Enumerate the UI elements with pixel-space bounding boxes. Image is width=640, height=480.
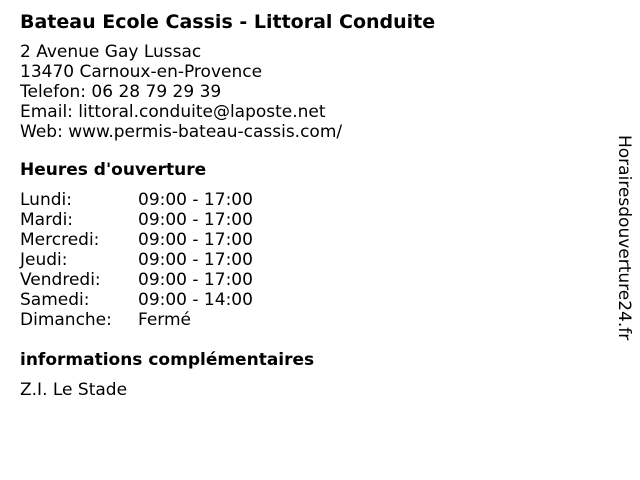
phone-number: Telefon: 06 28 79 29 39: [20, 82, 222, 102]
day-hours: 09:00 - 17:00: [138, 210, 253, 230]
day-hours: 09:00 - 17:00: [138, 230, 253, 250]
hours-row-samedi: [20, 290, 600, 310]
email-address: Email: littoral.conduite@laposte.net: [20, 102, 326, 122]
website: Web: www.permis-bateau-cassis.com/: [20, 122, 343, 142]
hours-row-jeudi: [20, 250, 600, 270]
additional-info-text: Z.I. Le Stade: [20, 380, 128, 400]
hours-row-mercredi: [20, 230, 600, 250]
opening-hours-heading: Heures d'ouverture: [20, 160, 207, 180]
day-hours: 09:00 - 14:00: [138, 290, 253, 310]
day-label: Lundi:: [20, 190, 72, 210]
day-hours: 09:00 - 17:00: [138, 250, 253, 270]
day-label: Samedi:: [20, 290, 90, 310]
day-label: Jeudi:: [20, 250, 68, 270]
hours-row-dimanche: [20, 310, 600, 330]
day-hours: 09:00 - 17:00: [138, 190, 253, 210]
business-card: [20, 9, 600, 400]
street-address: 2 Avenue Gay Lussac: [20, 42, 202, 62]
day-hours: Fermé: [138, 310, 192, 330]
day-label: Vendredi:: [20, 270, 101, 290]
opening-hours-list: [20, 190, 600, 330]
hours-row-vendredi: [20, 270, 600, 290]
day-label: Mercredi:: [20, 230, 100, 250]
hours-row-lundi: [20, 190, 600, 210]
city-address: 13470 Carnoux-en-Provence: [20, 62, 263, 82]
additional-info-heading: informations complémentaires: [20, 350, 315, 370]
hours-row-mardi: [20, 210, 600, 230]
day-label: Dimanche:: [20, 310, 112, 330]
day-label: Mardi:: [20, 210, 74, 230]
business-name: Bateau Ecole Cassis - Littoral Conduite: [20, 11, 436, 33]
watermark-text: Horairesdouverture24.fr: [614, 135, 634, 341]
day-hours: 09:00 - 17:00: [138, 270, 253, 290]
